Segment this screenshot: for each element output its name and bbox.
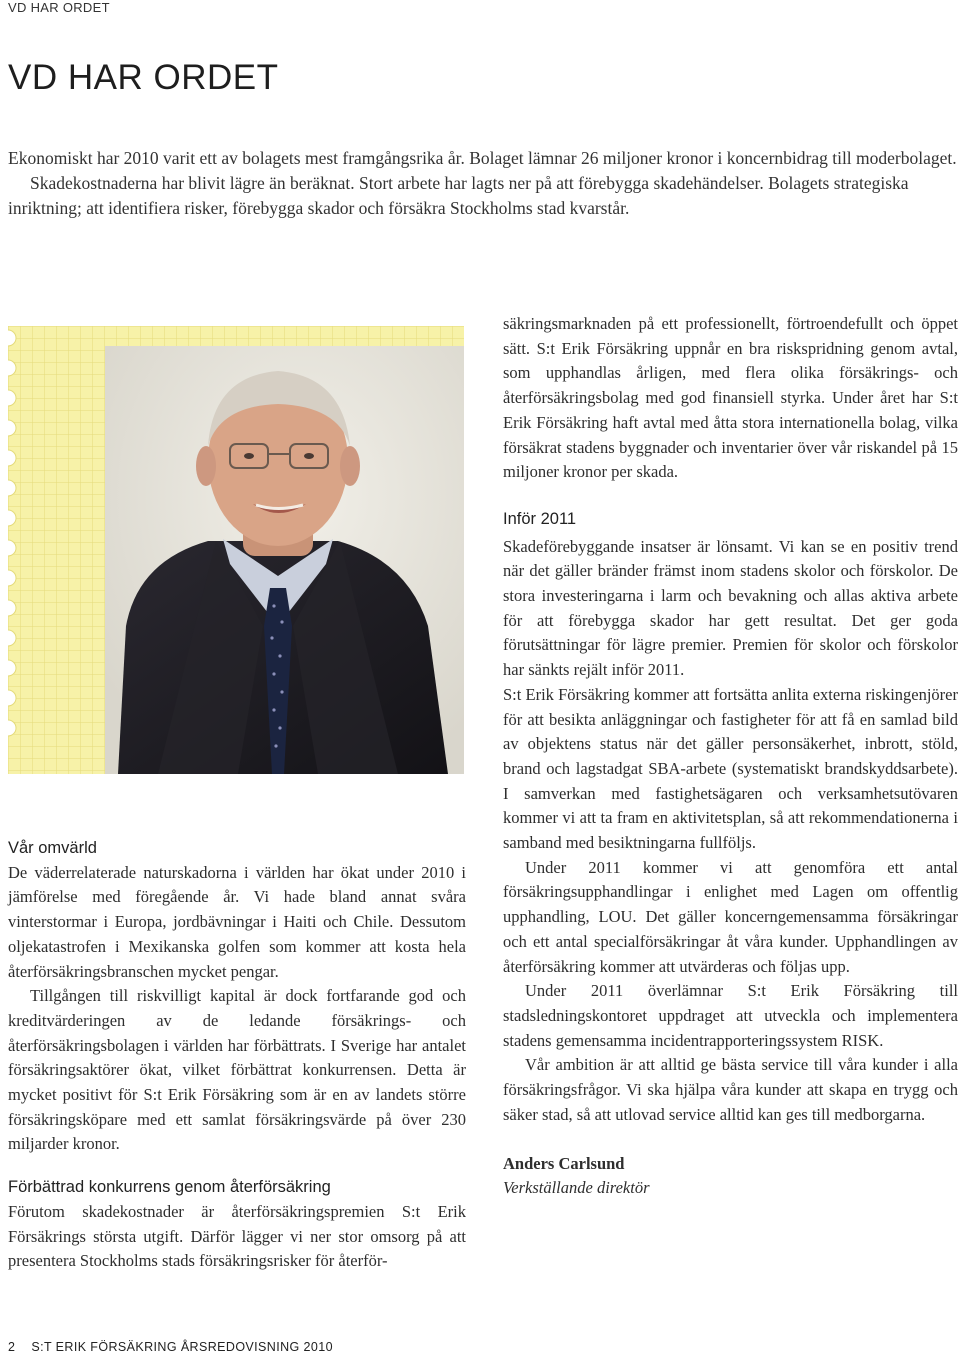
signature-name: Anders Carlsund [503, 1153, 625, 1173]
paragraph: Skadeförebyggande insatser är lönsamt. Vi kan se en positiv trend när det gäller bränder främst inom stadens skolor och förskolor. De stora investeringarna i larm och bevakning och allas aktiva arbete för att förebygga skador har gett resultat. Det ger goda förutsättningar för lägre premier. Premien för skolor och förskolor har sänkts rejält inför 2011. [503, 536, 958, 680]
signature-title: Verkställande direktör [503, 1178, 650, 1198]
running-head: VD HAR ORDET [8, 0, 110, 15]
intro-paragraph: Ekonomiskt har 2010 varit ett av bolagets mest framgångsrika år. Bolaget lämnar 26 miljoner kronor i koncernbidrag till moderbolaget. [8, 148, 957, 168]
right-column [503, 312, 958, 1201]
ceo-portrait-image [8, 326, 464, 774]
paragraph: säkringsmarknaden på ett professionellt, förtroendefullt och öppet sätt. S:t Erik Försäkring uppnår en bra riskspridning genom avtal, som upphandlas årligen, med flera olika försäkrings- och återförsäkringsbolag med god finansiell styrka. Under året har S:t Erik Försäkring haft avtal med åtta stora internationella bolag, vilka försäkrat stadens byggnader och inventarier över vår riskandel på 15 miljoner kronor per skada. [503, 314, 958, 482]
section-heading-infor-2011: Inför 2011 [503, 509, 577, 528]
page-number: 2 [8, 1340, 16, 1354]
publication-name: S:T ERIK FÖRSÄKRING ÅRSREDOVISNING 2010 [31, 1340, 333, 1354]
paragraph: S:t Erik Försäkring kommer att fortsätta anlita externa riskingenjörer för att besikta anläggningar och fastigheter för att få en samlad bild av objektens status när det gäller personsäkerhet, inbrott, stöld, brand och lagstadgat SBA-arbete (systematiskt brandskyddsarbete). I samverkan med fastighetsägaren och verksamhetsutövaren kommer vi att ta fram en aktivitetsplan, så att rekommendationerna i samband med besiktningarna fullföljs. [503, 684, 958, 853]
paragraph: Under 2011 överlämnar S:t Erik Försäkring till stadsledningskontoret uppdraget att utveckla och implementera stadens gemensamma incidentrapporteringssystem RISK. [503, 981, 958, 1050]
paragraph: De väderrelaterade naturskadorna i världen har ökat under 2010 i jämförelse med föregående år. Vi hade bland annat svåra vinterstormar i Europa, jordbävningar i Haiti och Chile. Dessutom oljekatastrofen i Mexikanska golfen som kommer att kosta hela återförsäkringsbranschen mycket pengar. [8, 862, 466, 981]
intro-paragraph: Skadekostnaderna har blivit lägre än beräknat. Stort arbete har lagts ner på att förebygga skadehändelser. Bolagets strategiska inriktning; att identifiera risker, förebygga skador och försäkra Stockholms stad kvarstår. [8, 173, 909, 218]
paragraph: Under 2011 kommer vi att genomföra ett antal försäkringsupphandlingar i enlighet med Lagen om offentlig upphandling, LOU. Det gäller koncerngemensamma försäkringar och ett antal specialförsäkringar åt våra kunder. Upphandlingen av återförsäkring kommer att utvärderas och följas upp. [503, 857, 958, 976]
section-heading-forbattrad-konkurrens: Förbättrad konkurrens genom återförsäkring [8, 1178, 331, 1197]
page-title: VD HAR ORDET [8, 58, 279, 97]
section-heading-var-omvarld: Vår omvärld [8, 839, 97, 857]
ceo-portrait [8, 326, 464, 774]
paragraph: Vår ambition är att alltid ge bästa service till våra kunder i alla försäkringsfrågor. Vi ska hjälpa våra kunder att skapa en trygg och säker stad, så att utlovad service alltid kan ges till medborgarna. [503, 1055, 958, 1124]
page-footer [8, 1340, 333, 1354]
paragraph: Tillgången till riskvilligt kapital är dock fortfarande god och kreditvärderingen av de ledande försäkrings- och återförsäkringsbolagen i världen har förbättrats. I Sverige har antalet försäkringsaktörer ökat, vilket förbättrat konkurrensen. Detta är mycket positivt för S:t Erik Försäkring som är en av landets större försäkringsköpare med ett samlat försäkringsvärde på över 230 miljarder kronor. [8, 986, 466, 1154]
signature [503, 1152, 958, 1201]
paragraph: Förutom skadekostnader är återförsäkringspremien S:t Erik Försäkrings största utgift. Därför lägger vi ner stor omsorg på att presentera Stockholms stads försäkringsrisker för återför- [8, 1201, 466, 1271]
left-column [8, 836, 466, 1274]
intro-text [8, 146, 958, 221]
